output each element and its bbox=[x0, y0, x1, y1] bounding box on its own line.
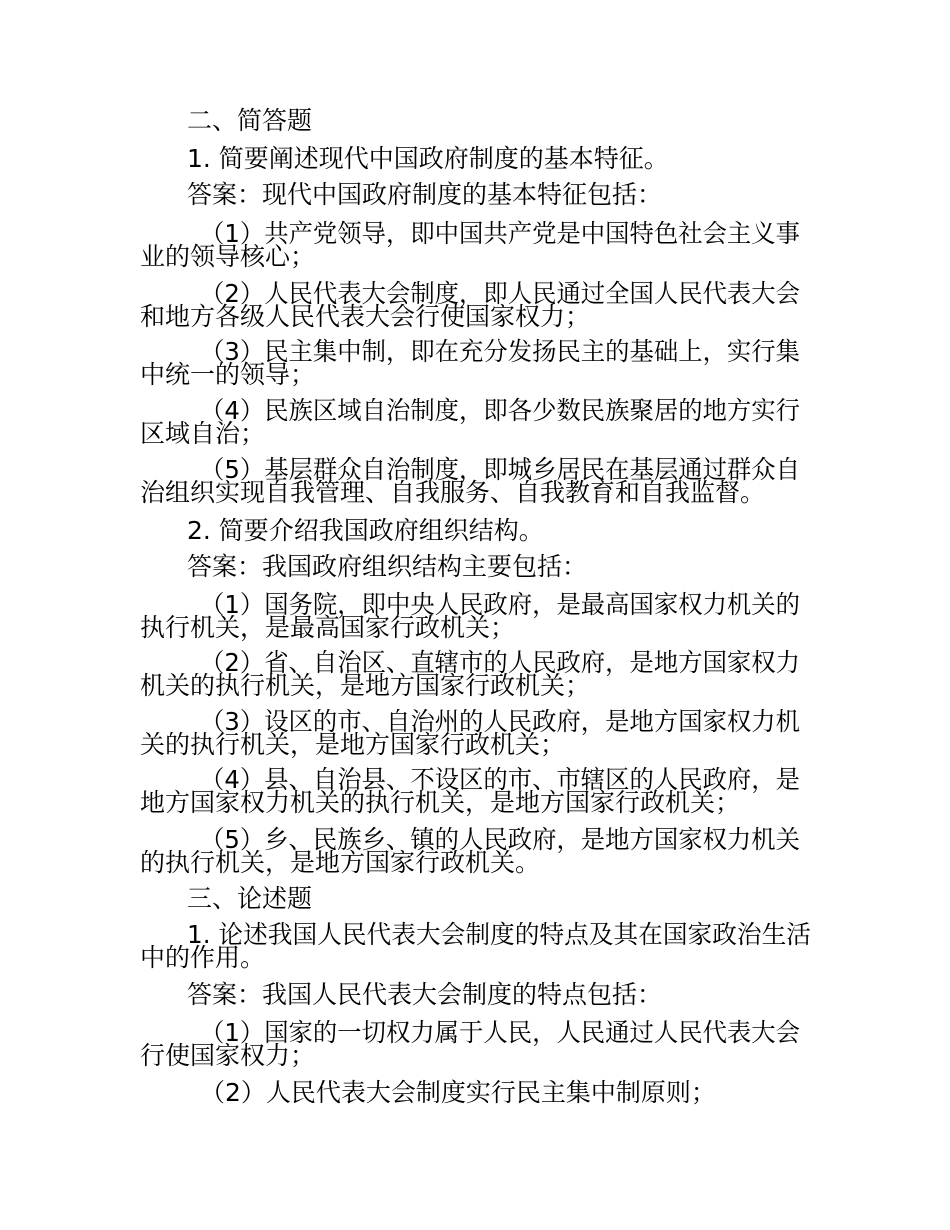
answer-item: （2）省、自治区、直辖市的人民政府，是地方国家权力 bbox=[200, 648, 800, 677]
answer-item-continuation: 地方国家权力机关的执行机关，是地方国家行政机关； bbox=[140, 788, 741, 817]
answer-item-continuation: 执行机关，是最高国家行政机关； bbox=[140, 613, 516, 642]
answer-intro: 答案：现代中国政府制度的基本特征包括： bbox=[187, 180, 663, 209]
answer-intro: 答案：我国人民代表大会制度的特点包括： bbox=[187, 980, 663, 1009]
answer-item-continuation: 的执行机关，是地方国家行政机关。 bbox=[140, 848, 541, 877]
answer-item: （1）国家的一切权力属于人民，人民通过人民代表大会 bbox=[200, 1018, 800, 1047]
answer-item: （3）设区的市、自治州的人民政府，是地方国家权力机 bbox=[200, 707, 800, 736]
question-text: 2. 简要介绍我国政府组织结构。 bbox=[187, 516, 544, 545]
answer-item: （3）民主集中制，即在充分发扬民主的基础上，实行集 bbox=[200, 337, 800, 366]
answer-item: （1）国务院，即中央人民政府，是最高国家权力机关的 bbox=[200, 590, 800, 619]
answer-item-continuation: 机关的执行机关，是地方国家行政机关； bbox=[140, 671, 591, 700]
answer-item: （2）人民代表大会制度实行民主集中制原则； bbox=[200, 1078, 716, 1107]
answer-item: （5）基层群众自治制度，即城乡居民在基层通过群众自 bbox=[200, 455, 800, 484]
answer-item-continuation: 行使国家权力； bbox=[140, 1041, 316, 1070]
answer-item: （5）乡、民族乡、镇的人民政府，是地方国家权力机关 bbox=[200, 825, 800, 854]
question-text: 1. 论述我国人民代表大会制度的特点及其在国家政治生活 bbox=[187, 920, 811, 949]
section-heading: 三、论述题 bbox=[187, 884, 313, 913]
answer-item-continuation: 业的领导核心； bbox=[140, 242, 316, 271]
answer-item: （4）民族区域自治制度，即各少数民族聚居的地方实行 bbox=[200, 396, 800, 425]
answer-item-continuation: 关的执行机关，是地方国家行政机关； bbox=[140, 730, 566, 759]
answer-item: （2）人民代表大会制度，即人民通过全国人民代表大会 bbox=[200, 279, 800, 308]
question-text-continuation: 中的作用。 bbox=[140, 943, 266, 972]
answer-intro: 答案：我国政府组织结构主要包括： bbox=[187, 552, 588, 581]
answer-item-continuation: 治组织实现自我管理、自我服务、自我教育和自我监督。 bbox=[140, 478, 766, 507]
answer-item-continuation: 中统一的领导； bbox=[140, 360, 316, 389]
answer-item-continuation: 和地方各级人民代表大会行使国家权力； bbox=[140, 302, 591, 331]
answer-item: （4）县、自治县、不设区的市、市辖区的人民政府，是 bbox=[200, 765, 800, 794]
question-text: 1. 简要阐述现代中国政府制度的基本特征。 bbox=[187, 144, 669, 173]
answer-item-continuation: 区域自治； bbox=[140, 419, 266, 448]
answer-item: （1）共产党领导，即中国共产党是中国特色社会主义事 bbox=[200, 219, 800, 248]
section-heading: 二、简答题 bbox=[187, 106, 313, 135]
